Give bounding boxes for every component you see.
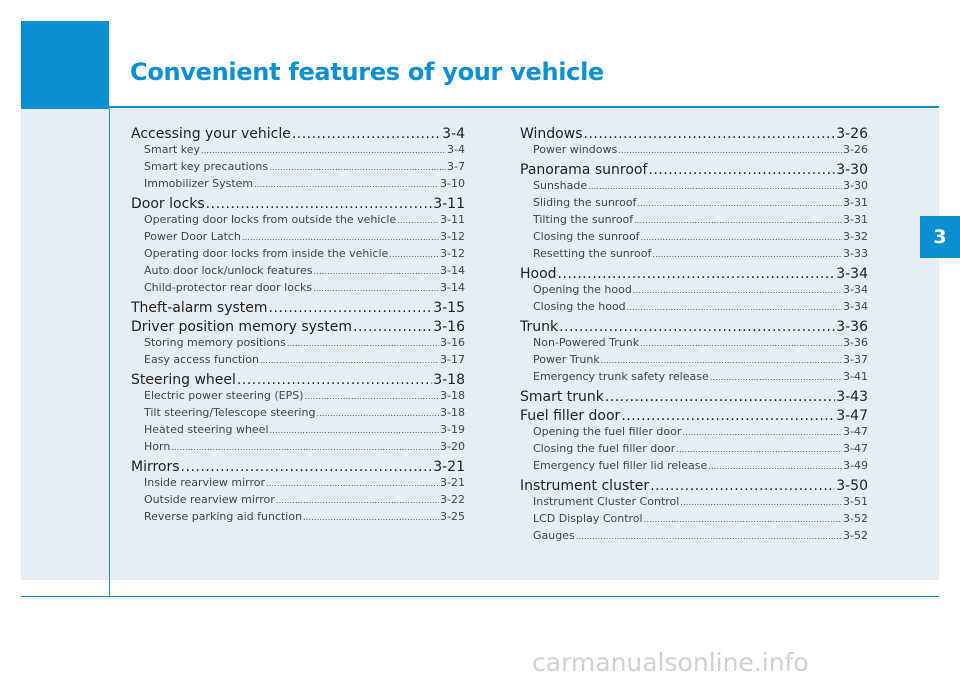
toc-entry-page: 3-21 [440, 476, 465, 489]
toc-entry-label: Closing the hood [533, 300, 626, 313]
toc-entry-page: 3-22 [440, 493, 465, 506]
toc-entry-page: 3-41 [843, 370, 868, 383]
toc-entry-page: 3-18 [440, 389, 465, 402]
toc-entry-label: Horn [144, 440, 171, 453]
toc-entry-label: Non-Powered Trunk [533, 336, 640, 349]
dot-leader [242, 230, 439, 243]
toc-entry-page: 3-50 [836, 478, 868, 494]
toc-entry-page: 3-26 [836, 126, 868, 142]
toc-entry-page: 3-32 [843, 230, 868, 243]
toc-entry-label: Smart trunk [520, 389, 604, 405]
dot-leader [314, 264, 440, 277]
toc-entry-page: 3-26 [843, 143, 868, 156]
toc-entry-label: Heated steering wheel [144, 423, 269, 436]
dot-leader [627, 300, 842, 313]
dot-leader [305, 389, 440, 402]
toc-entry-page: 3-47 [836, 408, 868, 424]
toc-entry-label: Gauges [533, 529, 575, 542]
toc-entry-page: 3-49 [843, 459, 868, 472]
toc-left-column [131, 124, 465, 527]
toc-entry-page: 3-11 [433, 196, 465, 212]
toc-entry-label: Sunshade [533, 179, 588, 192]
toc-entry-label: Instrument cluster [520, 478, 650, 494]
toc-entry-label: Fuel filler door [520, 408, 621, 424]
toc-entry-page: 3-37 [843, 353, 868, 366]
toc-entry-page: 3-51 [843, 495, 868, 508]
dot-leader [618, 143, 842, 156]
toc-subsection-entry[interactable] [520, 143, 868, 160]
toc-entry-page: 3-12 [440, 230, 465, 243]
toc-entry-page: 3-18 [440, 406, 465, 419]
dot-leader [648, 162, 835, 178]
toc-section-entry[interactable] [520, 478, 868, 495]
toc-entry-label: Reverse parking aid function [144, 510, 303, 523]
toc-entry-label: Steering wheel [131, 372, 236, 388]
toc-entry-page: 3-34 [836, 266, 868, 282]
toc-entry-label: Theft-alarm system [131, 300, 268, 316]
toc-entry-page: 3-30 [843, 179, 868, 192]
toc-subsection-entry[interactable] [131, 143, 465, 160]
dot-leader [680, 495, 842, 508]
toc-entry-page: 3-34 [843, 300, 868, 313]
toc-entry-page: 3-4 [447, 143, 465, 156]
dot-leader [559, 319, 835, 335]
dot-leader [676, 442, 842, 455]
dot-leader [588, 179, 842, 192]
toc-section-entry[interactable] [131, 126, 465, 143]
dot-leader [181, 459, 433, 475]
toc-entry-label: Operating door locks from inside the vehicle [144, 247, 389, 260]
toc-subsection-entry[interactable] [131, 247, 465, 264]
dot-leader [269, 160, 446, 173]
toc-subsection-entry[interactable] [520, 442, 868, 459]
toc-entry-page: 3-47 [843, 425, 868, 438]
toc-subsection-entry[interactable] [131, 476, 465, 493]
page-title: Convenient features of your vehicle [130, 58, 605, 86]
toc-entry-page: 3-52 [843, 529, 868, 542]
toc-entry-label: Smart key precautions [144, 160, 269, 173]
toc-entry-page: 3-19 [440, 423, 465, 436]
toc-entry-label: Inside rearview mirror [144, 476, 266, 489]
toc-entry-page: 3-20 [440, 440, 465, 453]
dot-leader [641, 230, 842, 243]
toc-section-entry[interactable] [520, 266, 868, 283]
dot-leader [652, 247, 842, 260]
toc-entry-label: Hood [520, 266, 557, 282]
chapter-corner-block [21, 21, 109, 109]
toc-entry-label: Auto door lock/unlock features [144, 264, 313, 277]
dot-leader [605, 389, 835, 405]
dot-leader [650, 478, 835, 494]
toc-entry-page: 3-17 [440, 353, 465, 366]
toc-entry-page: 3-31 [843, 213, 868, 226]
dot-leader [270, 423, 440, 436]
toc-entry-page: 3-14 [440, 264, 465, 277]
dot-leader [254, 177, 439, 190]
toc-subsection-entry[interactable] [131, 423, 465, 440]
toc-right-column [520, 124, 868, 546]
toc-section-entry[interactable] [520, 319, 868, 336]
toc-entry-label: Power Door Latch [144, 230, 241, 243]
toc-entry-label: Trunk [520, 319, 559, 335]
dot-leader [708, 459, 842, 472]
dot-leader [353, 319, 432, 335]
dot-leader [621, 408, 835, 424]
toc-subsection-entry[interactable] [131, 353, 465, 370]
toc-entry-page: 3-16 [440, 336, 465, 349]
toc-entry-label: Power Trunk [533, 353, 600, 366]
toc-section-entry[interactable] [131, 459, 465, 476]
dot-leader [637, 196, 842, 209]
toc-subsection-entry[interactable] [520, 495, 868, 512]
toc-entry-page: 3-10 [440, 177, 465, 190]
toc-entry-page: 3-36 [836, 319, 868, 335]
toc-subsection-entry[interactable] [131, 510, 465, 527]
dot-leader [237, 372, 432, 388]
toc-entry-label: Electric power steering (EPS) [144, 389, 304, 402]
dot-leader [266, 476, 439, 489]
dot-leader [576, 529, 842, 542]
dot-leader [601, 353, 842, 366]
toc-entry-page: 3-36 [843, 336, 868, 349]
toc-subsection-entry[interactable] [131, 389, 465, 406]
toc-entry-label: Closing the fuel filler door [533, 442, 676, 455]
toc-section-entry[interactable] [131, 300, 465, 317]
toc-entry-label: Resetting the sunroof [533, 247, 652, 260]
toc-entry-label: Outside rearview mirror [144, 493, 275, 506]
toc-entry-page: 3-15 [433, 300, 465, 316]
toc-entry-page: 3-21 [433, 459, 465, 475]
toc-subsection-entry[interactable] [131, 406, 465, 423]
dot-leader [682, 425, 842, 438]
toc-subsection-entry[interactable] [131, 281, 465, 298]
dot-leader [710, 370, 842, 383]
toc-entry-label: Instrument Cluster Control [533, 495, 680, 508]
toc-entry-page: 3-12 [440, 247, 465, 260]
dot-leader [397, 213, 439, 226]
toc-entry-label: Storing memory positions [144, 336, 286, 349]
toc-entry-page: 3-52 [843, 512, 868, 525]
dot-leader [558, 266, 836, 282]
toc-entry-page: 3-18 [433, 372, 465, 388]
chapter-tab[interactable]: 3 [920, 216, 960, 258]
toc-subsection-entry[interactable] [520, 459, 868, 476]
toc-subsection-entry[interactable] [520, 213, 868, 230]
dot-leader [316, 406, 439, 419]
toc-section-entry[interactable] [520, 408, 868, 425]
toc-subsection-entry[interactable] [131, 440, 465, 457]
toc-subsection-entry[interactable] [520, 353, 868, 370]
dot-leader [303, 510, 439, 523]
toc-entry-label: LCD Display Control [533, 512, 643, 525]
toc-entry-page: 3-34 [843, 283, 868, 296]
dot-leader [287, 336, 439, 349]
footer-rule [21, 596, 939, 597]
toc-section-entry[interactable] [131, 196, 465, 213]
toc-entry-label: Accessing your vehicle [131, 126, 291, 142]
toc-entry-page: 3-14 [440, 281, 465, 294]
toc-entry-label: Opening the fuel filler door [533, 425, 682, 438]
toc-entry-label: Easy access function [144, 353, 259, 366]
dot-leader [171, 440, 439, 453]
toc-entry-page: 3-4 [442, 126, 465, 142]
toc-entry-page: 3-30 [836, 162, 868, 178]
dot-leader [389, 247, 439, 260]
toc-entry-page: 3-43 [836, 389, 868, 405]
toc-entry-label: Child-protector rear door locks [144, 281, 313, 294]
toc-entry-label: Emergency trunk safety release [533, 370, 709, 383]
toc-subsection-entry[interactable] [520, 425, 868, 442]
toc-section-entry[interactable] [131, 372, 465, 389]
toc-entry-label: Mirrors [131, 459, 180, 475]
toc-entry-page: 3-16 [433, 319, 465, 335]
toc-entry-label: Panorama sunroof [520, 162, 648, 178]
margin-divider [109, 109, 110, 596]
toc-section-entry[interactable] [520, 126, 868, 143]
toc-subsection-entry[interactable] [520, 529, 868, 546]
watermark: carmanualsonline.info [532, 648, 809, 677]
dot-leader [644, 512, 842, 525]
toc-entry-label: Closing the sunroof [533, 230, 640, 243]
toc-subsection-entry[interactable] [131, 160, 465, 177]
toc-entry-label: Power windows [533, 143, 618, 156]
dot-leader [634, 213, 842, 226]
dot-leader [584, 126, 836, 142]
toc-entry-label: Tilting the sunroof [533, 213, 634, 226]
toc-entry-label: Smart key [144, 143, 201, 156]
toc-subsection-entry[interactable] [131, 264, 465, 281]
toc-subsection-entry[interactable] [131, 213, 465, 230]
dot-leader [201, 143, 446, 156]
toc-subsection-entry[interactable] [520, 230, 868, 247]
toc-entry-label: Opening the hood [533, 283, 632, 296]
title-underline [109, 106, 939, 108]
toc-subsection-entry[interactable] [520, 283, 868, 300]
toc-entry-label: Driver position memory system [131, 319, 352, 335]
toc-subsection-entry[interactable] [520, 512, 868, 529]
toc-subsection-entry[interactable] [520, 179, 868, 196]
toc-subsection-entry[interactable] [131, 177, 465, 194]
toc-subsection-entry[interactable] [520, 300, 868, 317]
toc-section-entry[interactable] [520, 389, 868, 406]
dot-leader [640, 336, 842, 349]
toc-entry-label: Tilt steering/Telescope steering [144, 406, 316, 419]
dot-leader [313, 281, 439, 294]
dot-leader [269, 300, 433, 316]
toc-section-entry[interactable] [131, 319, 465, 336]
toc-entry-page: 3-11 [440, 213, 465, 226]
toc-entry-label: Sliding the sunroof [533, 196, 637, 209]
toc-subsection-entry[interactable] [520, 336, 868, 353]
dot-leader [633, 283, 842, 296]
dot-leader [206, 196, 433, 212]
toc-entry-page: 3-31 [843, 196, 868, 209]
dot-leader [292, 126, 441, 142]
toc-entry-page: 3-25 [440, 510, 465, 523]
toc-subsection-entry[interactable] [131, 493, 465, 510]
toc-entry-page: 3-7 [447, 160, 465, 173]
toc-entry-page: 3-33 [843, 247, 868, 260]
toc-entry-label: Windows [520, 126, 583, 142]
dot-leader [260, 353, 439, 366]
toc-entry-label: Operating door locks from outside the vehicle [144, 213, 397, 226]
toc-subsection-entry[interactable] [520, 370, 868, 387]
toc-subsection-entry[interactable] [520, 247, 868, 264]
toc-entry-label: Immobilizer System [144, 177, 254, 190]
toc-section-entry[interactable] [520, 162, 868, 179]
toc-entry-label: Door locks [131, 196, 205, 212]
toc-subsection-entry[interactable] [131, 230, 465, 247]
toc-subsection-entry[interactable] [131, 336, 465, 353]
dot-leader [276, 493, 439, 506]
toc-entry-label: Emergency fuel filler lid release [533, 459, 708, 472]
toc-subsection-entry[interactable] [520, 196, 868, 213]
toc-entry-page: 3-47 [843, 442, 868, 455]
